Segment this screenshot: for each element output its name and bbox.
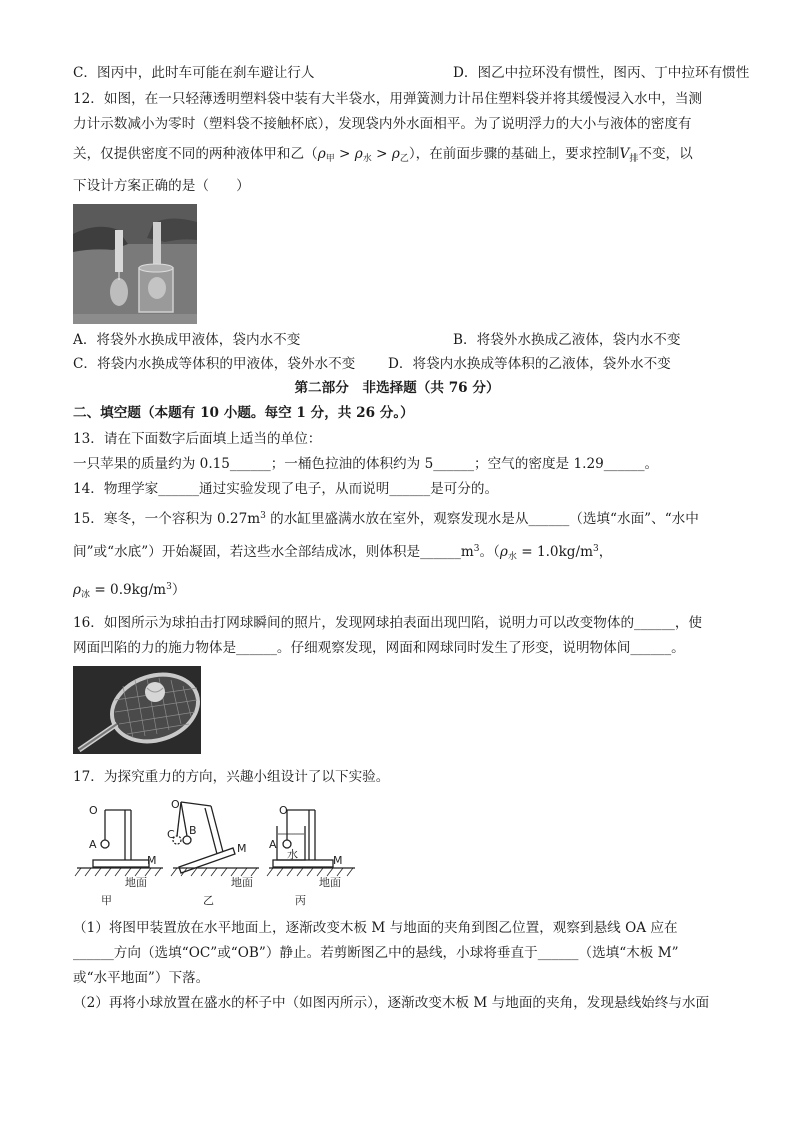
fig-ground-1: 地面 bbox=[125, 876, 147, 889]
fig-label-o-1: O bbox=[89, 804, 98, 817]
fig-ground-2: 地面 bbox=[231, 876, 253, 889]
q12-option-c: C．将袋内水换成等体积的甲液体，袋外水不变 bbox=[73, 356, 356, 372]
fig-ground-3: 地面 bbox=[319, 876, 341, 889]
q12-stem-line-2: 力计示数减小为零时（塑料袋不接触杯底），发现袋内外水面相平。为了说明浮力的大小与液体的密度有 bbox=[73, 116, 692, 132]
fig-label-o-3: O bbox=[279, 804, 288, 817]
fig-label-m-1: M bbox=[147, 854, 157, 867]
q17-figure-drawing bbox=[73, 796, 363, 908]
fig-caption-bing: 丙 bbox=[295, 894, 306, 907]
fig-caption-jia: 甲 bbox=[101, 894, 112, 907]
q11-option-row bbox=[73, 62, 750, 84]
part2-title: 第二部分 非选择题（共 76 分） bbox=[294, 380, 500, 396]
q12-option-row-1 bbox=[73, 329, 723, 351]
q12-stem-line-3: 关，仅提供密度不同的两种液体甲和乙$(\rho_甲 > \rho_水 > \rho_乙)$，在前面步骤的基础上，要求控制$V_排$不变，以 bbox=[73, 146, 693, 164]
fig-label-m-3: M bbox=[333, 854, 343, 867]
q17-part2-line-1: （2）再将小球放置在盛水的杯子中（如图丙所示），逐渐改变木板 M 与地面的夹角，发现悬线始终与水面 bbox=[73, 995, 710, 1011]
q16-photo-drawing bbox=[73, 666, 201, 754]
q12-photo-spring-scale bbox=[73, 204, 197, 324]
q15-line-1: 15．寒冬，一个容积为 $0.27m^3$ 的水缸里盛满水放在室外，观察发现水是从______（选填“水面”、“水中 bbox=[73, 511, 699, 527]
q12-stem-line-1: 12．如图，在一只轻薄透明塑料袋中装有大半袋水，用弹簧测力计吊住塑料袋并将其缓慢浸入水中，当测 bbox=[73, 91, 703, 107]
q16-line-1: 16．如图所示为球拍击打网球瞬间的照片，发现网球拍表面出现凹陷，说明力可以改变物体的______，使 bbox=[73, 615, 703, 631]
q17-part1-line-1: （1）将图甲装置放在水平地面上，逐渐改变木板 M 与地面的夹角到图乙位置，观察到悬线 OA 应在 bbox=[73, 920, 678, 936]
q11-option-d: D．图乙中拉环没有惯性，图丙、丁中拉环有惯性 bbox=[453, 65, 750, 81]
fig-label-a-1: A bbox=[89, 838, 97, 851]
q16-photo-tennis-racket bbox=[73, 666, 201, 754]
q14-stem: 14．物理学家______通过实验发现了电子，从而说明______是可分的。 bbox=[73, 481, 499, 497]
q13-stem: 13．请在下面数字后面填上适当的单位： bbox=[73, 431, 322, 447]
q17-stem: 17．为探究重力的方向，兴趣小组设计了以下实验。 bbox=[73, 769, 390, 785]
q12-option-a: A．将袋外水换成甲液体，袋内水不变 bbox=[73, 332, 301, 348]
fig-label-o-2: O bbox=[171, 798, 180, 811]
q12-option-d: D．将袋内水换成等体积的乙液体，袋外水不变 bbox=[388, 356, 671, 372]
q15-line-2: 间”或“水底”）开始凝固，若这些水全部结成冰，则体积是$\_\_\_\_\_\_m^3$。（$\rho_水 = 1.0kg/m^3$， bbox=[73, 544, 613, 562]
q16-line-2: 网面凹陷的力的施力物体是______。仔细观察发现，网面和网球同时发生了形变，说明物体间______。 bbox=[73, 640, 685, 656]
fig-label-m-2: M bbox=[237, 842, 247, 855]
fig-label-b-2: B bbox=[189, 824, 197, 837]
fig-label-c-2: C bbox=[167, 828, 175, 841]
q13-blanks: 一只苹果的质量约为 0.15______；一桶色拉油的体积约为 5______；空气的密度是 1.29______。 bbox=[73, 456, 659, 472]
q17-part1-line-2: ______方向（选填“OC”或“OB”）静止。若剪断图乙中的悬线，小球将垂直于______（选填“木板 M” bbox=[73, 945, 679, 961]
q12-photo-drawing bbox=[73, 204, 197, 324]
fig-label-water: 水 bbox=[287, 848, 298, 861]
q12-stem-line-4: 下设计方案正确的是（ ） bbox=[73, 178, 250, 194]
fig-label-a-3: A bbox=[269, 838, 277, 851]
fig-caption-yi: 乙 bbox=[203, 894, 214, 907]
q12-option-row-2 bbox=[73, 353, 723, 375]
q17-figure bbox=[73, 796, 363, 908]
section2-title: 二、填空题（本题有 10 小题。每空 1 分，共 26 分。） bbox=[73, 405, 414, 421]
q15-line-3: $\rho_冰 = 0.9kg/m^3$） bbox=[73, 582, 186, 600]
q12-option-b: B．将袋外水换成乙液体，袋内水不变 bbox=[453, 332, 681, 348]
q17-part1-line-3: 或“水平地面”）下落。 bbox=[73, 970, 210, 986]
q11-option-c: C．图丙中，此时车可能在刹车避让行人 bbox=[73, 65, 315, 81]
